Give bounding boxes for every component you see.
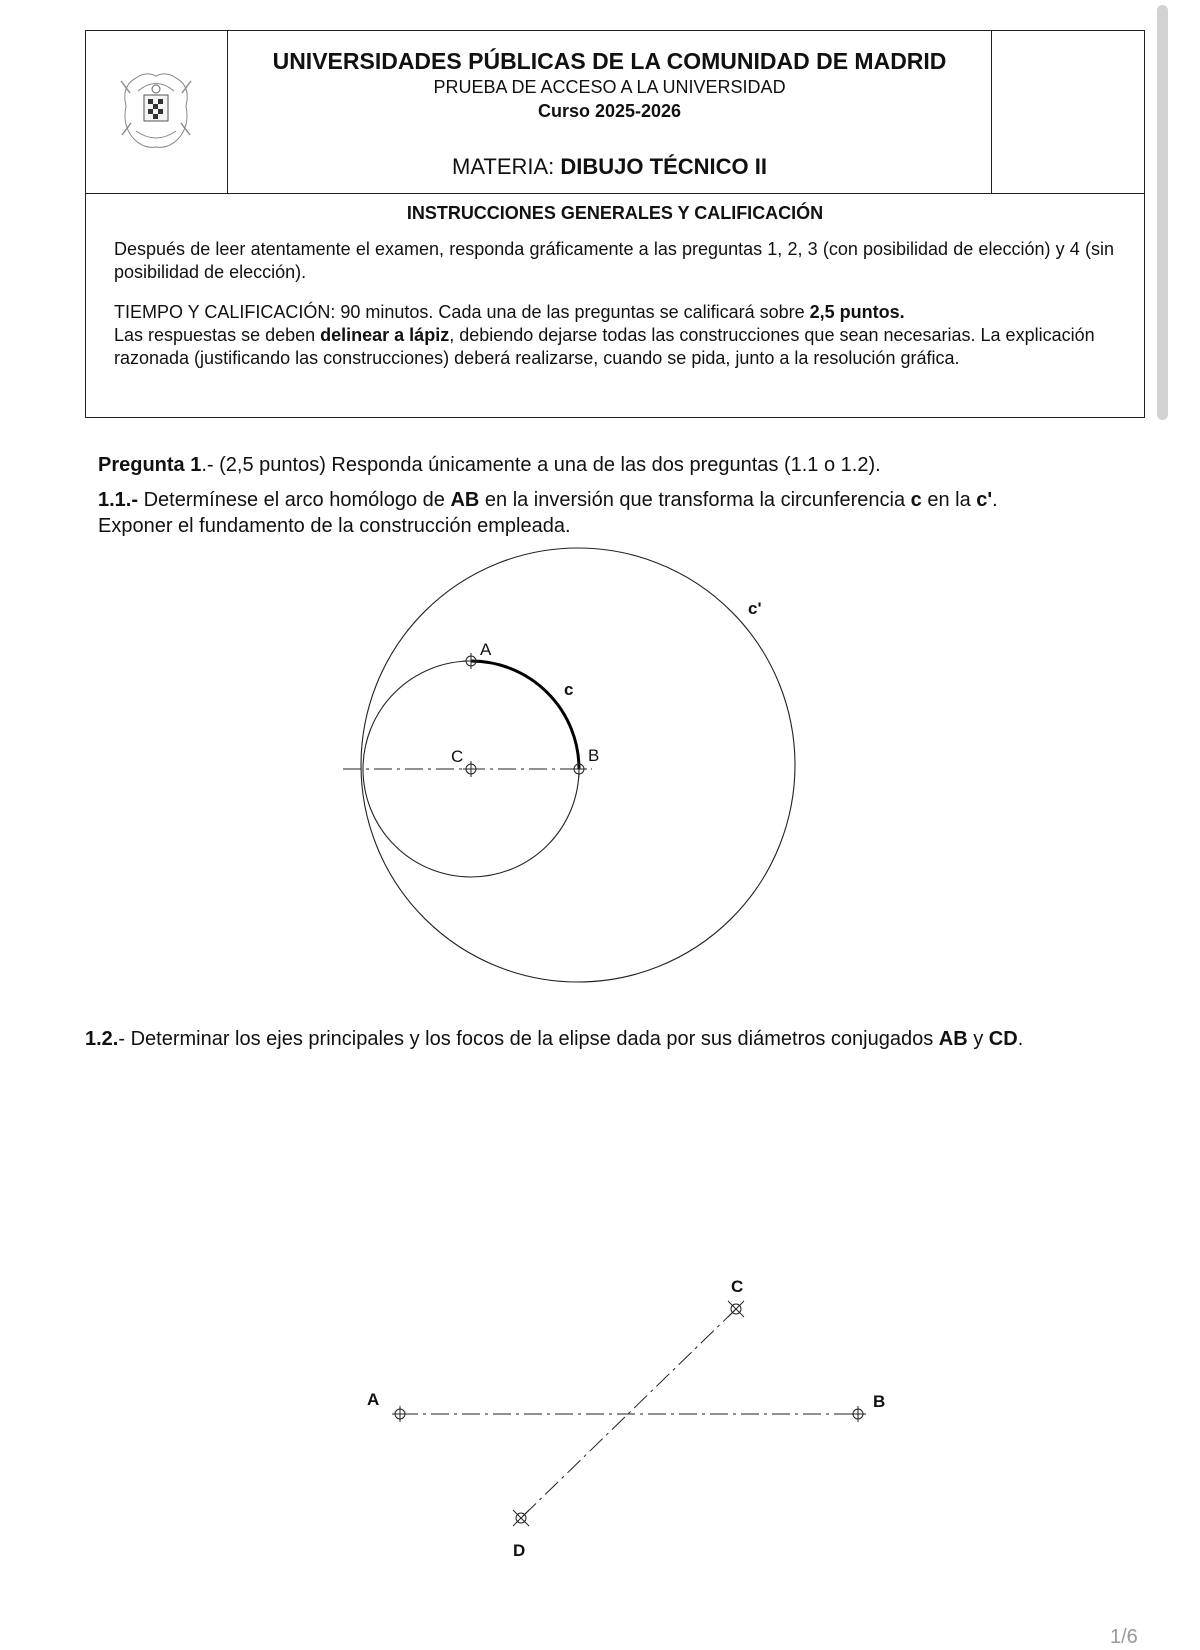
instructions-title: INSTRUCCIONES GENERALES Y CALIFICACIÓN (406, 203, 824, 223)
q11-text-e: . (992, 489, 998, 511)
points-text: 2,5 puntos. (809, 302, 905, 322)
q11-text-a: Determínese el arco homólogo de (138, 489, 451, 511)
label-d2: D (513, 1541, 526, 1560)
q11-text-b: en la inversión que transforma la circunferencia (479, 489, 911, 511)
q11-text-d: en la (921, 489, 977, 511)
exam-name: PRUEBA DE ACCESO A LA UNIVERSIDAD (433, 77, 786, 97)
q11-arc-ab: AB (450, 489, 480, 511)
course-year: Curso 2025-2026 (537, 101, 682, 121)
instructions-paragraph: Después de leer atentamente el examen, responda gráficamente a las preguntas 1, 2, 3 (con posibilidad de elección) y 4 (sin posibilidad de elección). (114, 239, 1114, 282)
page-number: 1/6 (1110, 1626, 1138, 1648)
response-bold: delinear a lápiz (320, 325, 450, 345)
q12-diameter-ab: AB (938, 1028, 968, 1050)
label-a: A (480, 640, 492, 659)
time-text: TIEMPO Y CALIFICACIÓN: 90 minutos. Cada una de las preguntas se calificará sobre (114, 302, 810, 322)
subject-name: DIBUJO TÉCNICO II (560, 154, 767, 179)
q11-circle-cprime: c' (976, 489, 993, 511)
label-cprime: c' (748, 599, 762, 618)
label-a2: A (367, 1390, 380, 1409)
q11-line2: Exponer el fundamento de la construcción empleada. (98, 515, 571, 537)
label-b: B (588, 746, 600, 765)
point-a2-marker (392, 1406, 408, 1422)
response-pre: Las respuestas se deben (114, 325, 321, 345)
q12-number: 1.2. (85, 1028, 119, 1050)
university-title: UNIVERSIDADES PÚBLICAS DE LA COMUNIDAD DE MADRID (272, 48, 947, 74)
q11-circle-c: c (910, 489, 922, 511)
label-c2: C (731, 1277, 744, 1296)
question1-label: Pregunta 1 (98, 454, 202, 476)
label-b2: B (873, 1392, 886, 1411)
label-c: c (564, 680, 574, 699)
point-b2-marker (850, 1406, 866, 1422)
response-post: , debiendo dejarse todas las construcciones que sean necesarias. La explicación razonada (justificando las construcciones) deberá realizarse, cuando se pida, junto a la resolución gráfica. (114, 325, 1095, 368)
q12-text-end: . (1017, 1028, 1024, 1050)
subject-prefix: MATERIA: (452, 154, 561, 179)
point-c2-marker (728, 1301, 744, 1317)
q12-text-y: y (967, 1028, 989, 1050)
label-center: C (451, 747, 464, 766)
q12-diameter-cd: CD (988, 1028, 1018, 1050)
point-d2-marker (513, 1510, 529, 1526)
q12-text-a: - Determinar los ejes principales y los focos de la elipse dada por sus diámetros conjugados (118, 1028, 939, 1050)
q11-number: 1.1.- (98, 489, 139, 511)
question1-instructions: .- (2,5 puntos) Responda únicamente a una de las dos preguntas (1.1 o 1.2). (201, 454, 881, 476)
